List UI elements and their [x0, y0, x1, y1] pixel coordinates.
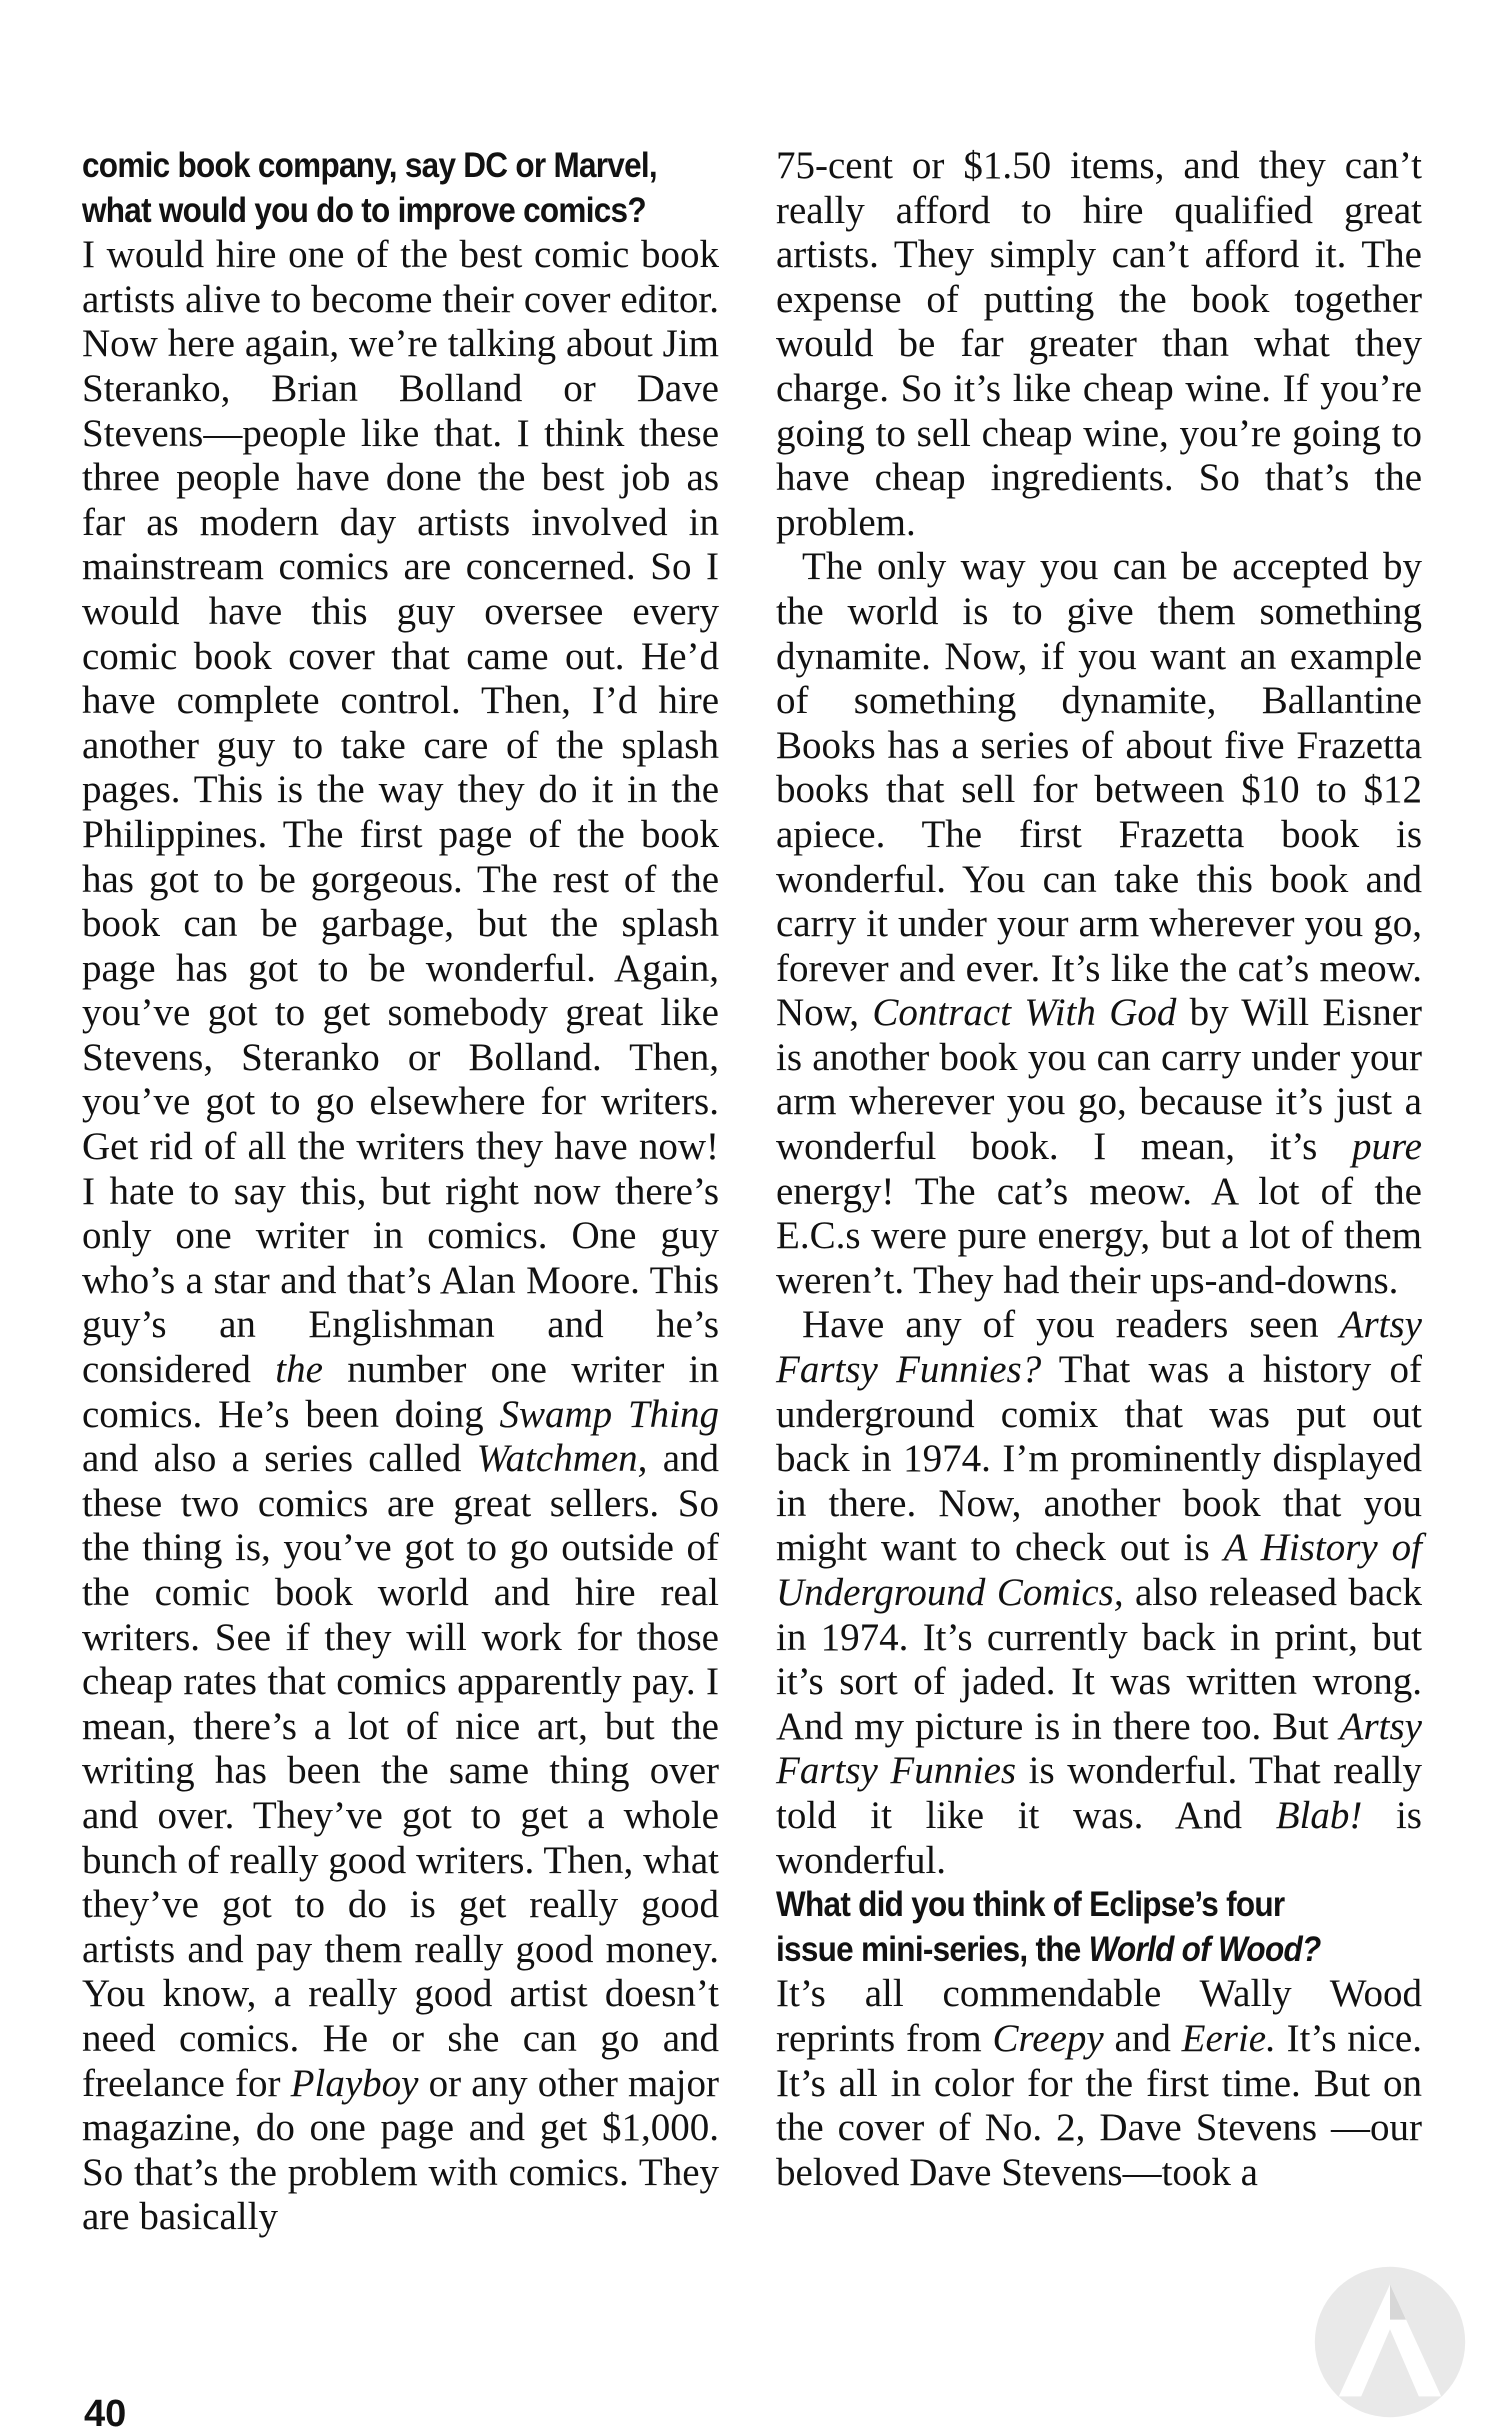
question-heading: comic book company, say DC or Marvel, — [82, 146, 657, 185]
answer-paragraph: I would hire one of the best comic book artists alive to become their cover editor. Now here again, we’re talking about Jim Steranko, Brian Bolland or Dave Stevens—people like that. I think these three people have done the best job as far as modern day artists involved in mainstream comics are concerned. So I would have this guy oversee every comic book cover that came out. He’d have complete control. Then, I’d hire another guy to take care of the splash pages. This is the way they do it in the Philippines. The first page of the book has got to be gorgeous. The rest of the book can be garbage, but the splash page has got to be wonderful. Again, you’ve got to get somebody great like Stevens, Steranko or Bolland. Then, you’ve got to go elsewhere for writers. Get rid of all the writers they have now! I hate to say this, but right now there’s only one writer in comics. One guy who’s a star and that’s Alan Moore. This guy’s an Englishman and he’s considered the number one writer in comics. He’s been doing Swamp Thing and also a series called Watchmen, and these two comics are great sellers. So the thing is, you’ve got to go outside of the comic book world and hire real writers. See if they will work for those cheap rates that comics apparently pay. I mean, there’s a lot of nice art, but the writing has been the same thing over and over. They’ve got to get a whole bunch of really good writers. Then, what they’ve got to do is get really good artists and pay them really good money. You know, a really good artist doesn’t need comics. He or she can go and freelance for Playboy or any other major magazine, do one page and get $1,000. So that’s the problem with comics. They are basically — [82, 233, 720, 2239]
question-heading: What did you think of Eclipse’s four — [776, 1885, 1285, 1925]
left-column — [82, 144, 719, 2240]
answer-paragraph: The only way you can be accepted by the world is to give them something dynamite. Now, if you want an example of something dynamite, Ballantine Books has a series of about five Frazetta books that sell for between $10 to $12 apiece. The first Frazetta book is wonderful. You can take this book and carry it under your arm wherever you go, forever and ever. It’s like the cat’s meow. Now, Contract With God by Will Eisner is another book you can carry under your arm wherever you go, because it’s just a wonderful book. I mean, it’s pure energy! The cat’s meow. A lot of the E.C.s were pure energy, but a lot of them weren’t. They had their ups-and-downs. — [776, 545, 1423, 1302]
answer-paragraph: It’s all commendable Wally Wood reprints from Creepy and Eerie. It’s nice. It’s all in color for the first time. But on the cover of No. 2, Dave Stevens —our beloved Dave Stevens—took a — [776, 1972, 1422, 2194]
watermark-logo-icon — [1310, 2262, 1470, 2422]
question-heading: issue mini-series, the World of Wood? — [776, 1929, 1321, 1969]
page-number: 40 — [84, 2393, 127, 2435]
answer-paragraph: 75-cent or $1.50 items, and they can’t really afford to hire qualified great artists. They simply can’t afford it. The expense of putting the book together would be far greater than what they charge. So it’s like cheap wine. If you’re going to sell cheap wine, you’re going to have cheap ingredients. So that’s the problem. — [776, 144, 1422, 544]
right-column — [776, 144, 1422, 2195]
question-heading: what would you do to improve comics? — [82, 190, 646, 230]
answer-paragraph: Have any of you readers seen Artsy Fartsy Funnies? That was a history of underground comix that was put out back in 1974. I’m prominently displayed in there. Now, another book that you might want to check out is A History of Underground Comics, also released back in 1974. It’s currently back in print, but it’s sort of jaded. It was written wrong. And my picture is in there too. But Artsy Fartsy Funnies is wonderful. That really told it like it was. And Blab! is wonderful. — [776, 1303, 1423, 1882]
